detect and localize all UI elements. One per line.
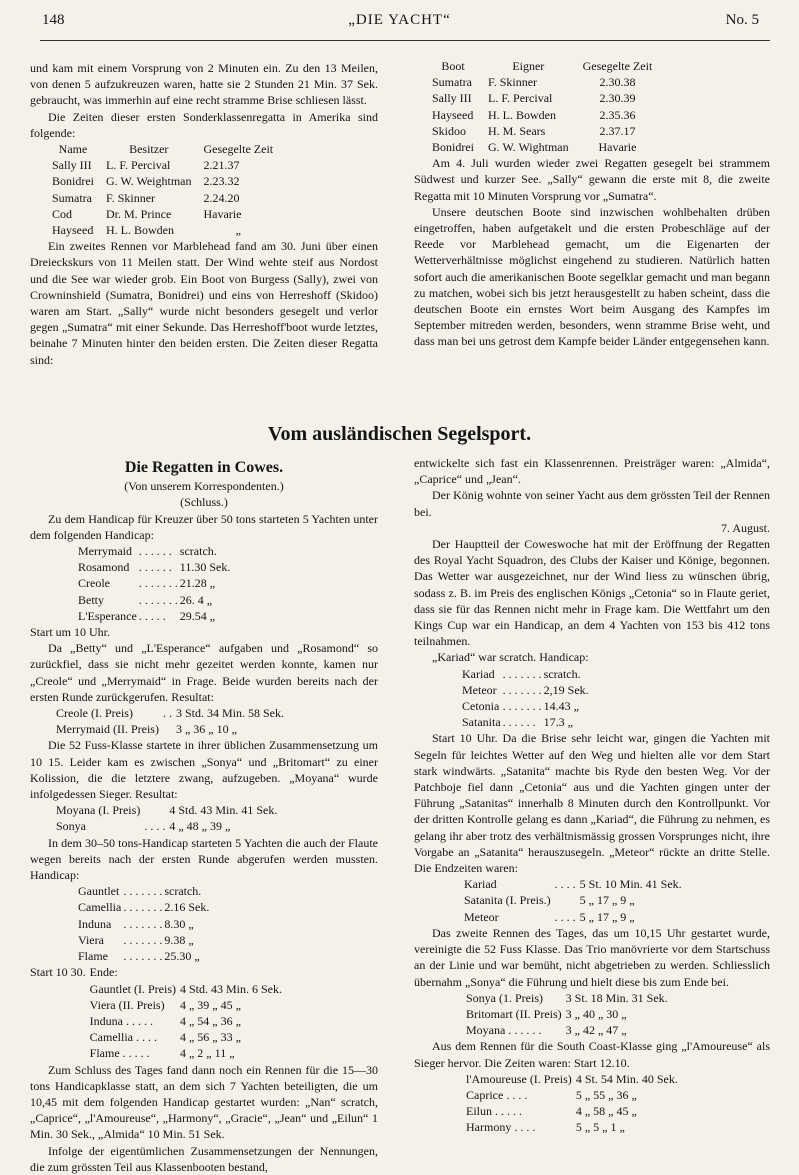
- yacht-name: Viera (II. Preis): [89, 997, 165, 1012]
- table-cell: H. L. Bowden: [106, 223, 174, 238]
- handicap-value: scratch.: [543, 666, 581, 681]
- table-cell: 2.24.20: [203, 190, 240, 205]
- result-time: 5 „ 55 „ 36 „: [575, 1087, 637, 1102]
- yacht-name: Merrymaid: [78, 544, 132, 559]
- result-time: 4 „ 56 „ 33 „: [179, 1030, 241, 1045]
- result-time: 4 „ 39 „ 45 „: [179, 997, 241, 1012]
- issue-number: No. 5: [725, 12, 759, 28]
- table-cell: Cod: [52, 206, 73, 221]
- handicap-value: 26. 4 „: [179, 592, 213, 607]
- list-item: [56, 818, 281, 834]
- paragraph: Der König wohnte von seiner Yacht aus dem grössten Teil der Rennen bei.: [414, 488, 770, 519]
- result-time: 3 St. 18 Min. 31 Sek.: [565, 990, 668, 1005]
- leader-dots: . . . . . .: [502, 715, 536, 730]
- list-item: [30, 1013, 286, 1029]
- list-item: [30, 1045, 286, 1061]
- table-row: [52, 222, 285, 238]
- column-header: Gesegelte Zeit: [203, 142, 274, 157]
- list-item: [78, 608, 232, 624]
- list-item: [78, 932, 211, 948]
- leader-dots: . . . . . . .: [123, 900, 163, 915]
- handicap-value: 21.28 „: [179, 576, 216, 591]
- result-time: 5 „ 17 „ 9 „: [579, 893, 635, 908]
- leader-dots: . . . . . . .: [123, 884, 163, 899]
- column-header: Besitzer: [129, 142, 169, 157]
- result-time: 5 „ 5 „ 1 „: [575, 1120, 625, 1135]
- list-item: [464, 909, 686, 925]
- result-time: 4 „ 2 „ 11 „: [179, 1046, 235, 1061]
- yacht-name: Harmony . . . .: [466, 1120, 536, 1135]
- yacht-name: Cetonia: [462, 699, 500, 714]
- list-item: [56, 721, 288, 737]
- yacht-name: Camellia . . . .: [89, 1030, 157, 1045]
- table-row: [432, 139, 666, 155]
- result-time: 5 St. 10 Min. 41 Sek.: [579, 877, 682, 892]
- yacht-name: Britomart (II. Preis): [466, 1006, 562, 1021]
- yacht-name: Gauntlet: [78, 884, 120, 899]
- list-item: [466, 1006, 672, 1022]
- column-upper-left: [30, 60, 378, 368]
- handicap-value: 11.30 Sek.: [179, 560, 231, 575]
- yacht-name: Sonya (1. Preis): [466, 990, 543, 1005]
- result-time: 4 „ 48 „ 39 „: [169, 819, 231, 834]
- table-cell: Sally III: [432, 91, 472, 106]
- paragraph: Aus dem Rennen für die South Coast-Klasse ging „l'Amoureuse“ als Sieger hervor. Die Zeiten waren: Start 12.10.: [414, 1039, 770, 1070]
- yacht-name: Betty: [78, 592, 104, 607]
- list-item: [78, 543, 232, 559]
- result-time: 3 „ 36 „ 10 „: [175, 722, 237, 737]
- leader-dots: . . . . . . .: [123, 949, 163, 964]
- paragraph: Das zweite Rennen des Tages, das um 10,15 Uhr gestartet wurde, vereinigte die 52 Fuss Klasse. Das Trio manövrierte vor dem Startschuss an der Linie und war bemüht, nicht abgetrieben zu werden. Schliesslich übernahm „Sonya“ die Führung und hielt diese bis zum Ende bei.: [414, 925, 770, 989]
- paragraph: Unsere deutschen Boote sind inzwischen wohlbehalten drüben eingetroffen, haben aufgetakelt und die ersten Probeschläge auf der Reede vor Marblehead gemacht, um die Eigenarten der Wetterverhältnisse möglichst eingehend zu studieren. Natürlich hatten sofort auch die amerikanischen Boote segelklar gemacht und man begann zu matchen, wobei sich bis jetzt herausgestellt zu haben scheint, dass die deutschen Boote ein ernstes Wort beim Ausgang des Kampfes im September mitreden werden, besonders, wenn stramme Brise weht, und dass man bei uns getrost dem Kampfe beider Länder entgegensehen kann.: [414, 204, 770, 349]
- column-lower-right: [414, 455, 770, 1136]
- list-item: [30, 964, 286, 980]
- page-number: 148: [42, 12, 65, 28]
- yacht-name: Meteor: [462, 682, 497, 697]
- table-cell: F. Skinner: [106, 190, 156, 205]
- list-item: [462, 714, 591, 730]
- paragraph: In dem 30–50 tons-Handicap starteten 5 Yachten die auch der Flaute wegen bereits nach der ersten Runde abgerufen werden mussten. Handicap:: [30, 835, 378, 883]
- yacht-name: Satanita (I. Preis.): [464, 893, 551, 908]
- leader-dots: . . . .: [554, 877, 576, 892]
- result-list: [466, 990, 672, 1039]
- list-item: [30, 981, 286, 997]
- handicap-value: 8.30 „: [164, 916, 194, 931]
- paragraph: Da „Betty“ und „L'Esperance“ aufgaben und „Rosamond“ so zurückfiel, dass sie nicht mehr gezeitet werden konnte, kamen nur „Creole“ und „Merrymaid“ in Frage. Beide wurden bereits nach der ersten Runde zurückgerufen. Resultat:: [30, 641, 378, 704]
- leader-dots: . . . . . . .: [123, 916, 163, 931]
- yacht-name: Eilun . . . . .: [466, 1104, 522, 1119]
- table-cell: 2.30.39: [599, 91, 636, 106]
- leader-dots: . . . . . . .: [138, 592, 178, 607]
- table-row: [432, 107, 666, 123]
- end-label: Ende:: [89, 965, 118, 980]
- table-cell: Bonidrei: [52, 174, 94, 189]
- table-row: [52, 206, 285, 222]
- table-cell: H. L. Bowden: [488, 107, 556, 122]
- yacht-name: Flame: [78, 949, 108, 964]
- list-item: [78, 916, 211, 932]
- yacht-name: Induna: [78, 916, 112, 931]
- column-header: Boot: [441, 59, 465, 73]
- result-time: 4 St. 54 Min. 40 Sek.: [575, 1071, 678, 1086]
- table-cell: Havarie: [203, 206, 242, 221]
- result-list: [56, 802, 281, 834]
- list-item: [30, 1029, 286, 1045]
- yacht-name: Merrymaid (II. Preis): [56, 722, 159, 737]
- list-item: [466, 1022, 672, 1038]
- handicap-value: 25.30 „: [164, 949, 200, 964]
- list-item: [78, 883, 211, 899]
- start-label: Start 10 30.: [30, 965, 86, 980]
- leader-dots: [555, 892, 580, 908]
- list-item: [462, 666, 591, 682]
- leader-dots: . . . . . . .: [502, 666, 542, 681]
- yacht-name: Satanita: [462, 715, 501, 730]
- list-item: [464, 892, 686, 908]
- result-time: 4 Std. 43 Min. 41 Sek.: [169, 803, 278, 818]
- table-cell: Sally III: [52, 158, 92, 173]
- yacht-name: Moyana (I. Preis): [56, 803, 141, 818]
- yacht-name: L'Esperance: [78, 608, 137, 623]
- list-item: [78, 948, 211, 964]
- result-list: [466, 1071, 682, 1136]
- paragraph: Start um 10 Uhr.: [30, 625, 110, 640]
- paragraph: Am 4. Juli wurden wieder zwei Regatten gesegelt bei strammem Südwest und kurzer See. „Sally“ gewann die erste mit 8, die zweite Regatta mit 10 Minuten Vorsprung vor „Sumatra“.: [414, 156, 770, 203]
- table-row: [432, 74, 666, 90]
- table-cell: 2.35.36: [599, 107, 636, 122]
- list-item: [464, 876, 686, 892]
- yacht-name: Rosamond: [78, 560, 130, 575]
- leader-dots: . . . .: [554, 909, 576, 924]
- result-time: 3 „ 42 „ 47 „: [565, 1023, 627, 1038]
- column-header: Name: [58, 142, 88, 157]
- paragraph: „Kariad“ war scratch. Handicap:: [432, 650, 589, 665]
- journal-title: „DIE YACHT“: [348, 12, 451, 28]
- handicap-value: scratch.: [179, 544, 217, 559]
- paragraph: Zu dem Handicap für Kreuzer über 50 tons starteten 5 Yachten unter dem folgenden Handicap:: [30, 511, 378, 542]
- result-time: 4 Std. 43 Min. 6 Sek.: [179, 981, 282, 996]
- result-list: [56, 705, 288, 737]
- yacht-name: l'Amoureuse (I. Preis): [466, 1071, 572, 1086]
- yacht-name: Induna . . . . .: [89, 1013, 153, 1028]
- handicap-list: [462, 666, 591, 731]
- page-header: [0, 12, 799, 38]
- column-header: Gesegelte Zeit: [582, 59, 653, 73]
- dateline: 7. August.: [720, 520, 770, 535]
- table-cell: Dr. M. Prince: [106, 206, 172, 221]
- leader-dots: . . . . . . .: [502, 682, 542, 697]
- result-list-with-start: [30, 964, 286, 1061]
- yacht-name: Creole: [78, 576, 110, 591]
- list-item: [462, 682, 591, 698]
- table-cell: Sumatra: [432, 75, 472, 90]
- results-table-second-regatta: [432, 58, 666, 155]
- table-row: [52, 173, 285, 189]
- leader-dots: . . . . .: [138, 608, 166, 623]
- list-item: [78, 575, 232, 591]
- table-row: [52, 190, 285, 206]
- yacht-name: Viera: [78, 932, 104, 947]
- table-cell: Sumatra: [52, 190, 92, 205]
- leader-dots: . . . . . . .: [123, 932, 163, 947]
- leader-dots: . . . . . . .: [502, 699, 542, 714]
- table-cell: Hayseed: [432, 107, 474, 122]
- list-item: [56, 802, 281, 818]
- handicap-value: 9.38 „: [164, 932, 194, 947]
- table-cell: G. W. Wightman: [488, 140, 569, 155]
- result-list: [464, 876, 686, 925]
- leader-dots: [163, 721, 176, 737]
- header-rule: [40, 40, 770, 41]
- yacht-name: Kariad: [462, 666, 495, 681]
- paragraph: Der Hauptteil der Coweswoche hat mit der Eröffnung der Regatten des Royal Yacht Squadron, des Clubs der Kaiser und Könige, begonnen. Das Wetter war ausgezeichnet, nur der Wind liess zu wünschen übrig, sodass z. B. im Preis des englischen Königs „Cetonia“ so in Flaute geriet, dass sie für das Rennen nicht mehr in Frage kam. Die Wettfahrt um den Kings Cup war ein Handicap, an dem 4 Yachten von 153 bis 412 tons teilnahmen.: [414, 537, 770, 649]
- list-item: [462, 698, 591, 714]
- table-cell: G. W. Weightman: [106, 174, 192, 189]
- table-cell: „: [235, 223, 241, 238]
- result-time: 4 „ 58 „ 45 „: [575, 1104, 637, 1119]
- column-lower-left: [30, 458, 378, 1175]
- table-cell: H. M. Sears: [488, 123, 546, 138]
- list-item: [78, 592, 232, 608]
- list-item: [466, 1071, 682, 1087]
- paragraph: Zum Schluss des Tages fand dann noch ein Rennen für die 15—30 tons Handicapklasse statt, an dem sich 7 Yachten beteiligten, die um 10,45 mit dem folgenden Handicap gestartet wurden: „Nan“ scratch, „Caprice“, „l'Amoureuse“, „Harmony“, „Gracie“, „Jean“ und „Eilun“ 1 Min. 30 Sek., „Almida“ 10 Min. 51 Sek.: [30, 1062, 378, 1142]
- table-cell: F. Skinner: [488, 75, 538, 90]
- paragraph: und kam mit einem Vorsprung von 2 Minuten ein. Zu den 13 Meilen, von denen 5 aufzukreuzen waren, hatte sie 2 Stunden 21 Min. 37 Sek. gebraucht, was immerhin auf eine recht stramme Brise schliesen lässt.: [30, 61, 378, 108]
- table-cell: Havarie: [598, 140, 637, 155]
- yacht-name: Flame . . . . .: [89, 1046, 150, 1061]
- section-heading: Vom ausländischen Segelsport.: [267, 423, 532, 445]
- result-time: 3 Std. 34 Min. 58 Sek.: [175, 706, 284, 721]
- paragraph: Die 52 Fuss-Klasse startete in ihrer üblichen Zusammensetzung um 10 15. Leider kam es zwischen „Sonya“ und „Britomart“ zu einer Kolission, die die letztere zwang, aufzugeben. „Moyana“ wurde infolgedessen Sieger. Resultat:: [30, 738, 378, 802]
- article-continuation: (Schluss.): [180, 495, 228, 510]
- table-cell: Bonidrei: [432, 140, 474, 155]
- table-cell: Skidoo: [432, 123, 467, 138]
- paragraph: Die Zeiten dieser ersten Sonderklassenregatta in Amerika sind folgende:: [30, 109, 378, 140]
- handicap-value: scratch.: [164, 884, 202, 899]
- list-item: [466, 1103, 682, 1119]
- paragraph: Infolge der eigentümlichen Zusammensetzungen der Nennungen, die zum grössten Teil aus Klassenbooten bestand,: [30, 1143, 378, 1174]
- table-row: [432, 90, 666, 106]
- list-item: [56, 705, 288, 721]
- result-time: 5 „ 17 „ 9 „: [579, 909, 635, 924]
- column-header: Eigner: [512, 59, 545, 73]
- handicap-value: 14.43 „: [543, 699, 579, 714]
- handicap-value: 2,19 Sek.: [543, 682, 589, 697]
- leader-dots: . . . . . .: [138, 544, 172, 559]
- results-table-first-regatta: [52, 141, 285, 238]
- list-item: [30, 997, 286, 1013]
- handicap-list: [78, 883, 211, 964]
- leader-dots: . . . . . .: [138, 560, 172, 575]
- handicap-value: 17.3 „: [543, 715, 573, 730]
- list-item: [78, 559, 232, 575]
- table-cell: 2.23.32: [203, 174, 240, 189]
- yacht-name: Creole (I. Preis): [56, 706, 133, 721]
- yacht-name: Caprice . . . .: [466, 1087, 528, 1102]
- leader-dots: . .: [162, 706, 172, 721]
- leader-dots: . . . .: [144, 819, 166, 834]
- yacht-name: Camellia: [78, 900, 122, 915]
- paragraph: entwickelte sich fast ein Klassenrennen. Preisträger waren: „Almida“, „Caprice“ und „Jean“.: [414, 456, 770, 487]
- handicap-value: 2.16 Sek.: [164, 900, 210, 915]
- article-byline: (Von unserem Korrespondenten.): [124, 479, 284, 494]
- result-time: 3 „ 40 „ 30 „: [565, 1006, 627, 1021]
- list-item: [78, 899, 211, 915]
- leader-dots: . . . . . . .: [138, 576, 178, 591]
- table-cell: 2.37.17: [599, 123, 636, 138]
- yacht-name: Sonya: [56, 819, 86, 834]
- yacht-name: Kariad: [464, 877, 497, 892]
- paragraph: Ein zweites Rennen vor Marblehead fand am 30. Juni über einen Dreieckskurs von 11 Meilen statt. Der Wind wehte steif aus Nordost und die See war wieder grob. Ein Boot von Burgess (Sally), zwei von Crowninshield (Sumatra, Bonidrei) und eins von Herreshoff (Skidoo) waren am Start. „Sally“ wurde nicht besonders gesegelt und verlor gegen „Sumatra“ mit einer Sekunde. Das Herreshoff'boot wurde letztes, beinahe 7 Minuten hinter den beiden ersten. Die Zeiten dieser Regatta sind:: [30, 239, 378, 367]
- list-item: [466, 1119, 682, 1135]
- yacht-name: Moyana . . . . . .: [466, 1023, 542, 1038]
- result-time: 4 „ 54 „ 36 „: [179, 1013, 241, 1028]
- column-upper-right: [414, 58, 770, 350]
- table-cell: L. F. Percival: [106, 158, 171, 173]
- leader-dots: [144, 802, 169, 818]
- paragraph: Start 10 Uhr. Da die Brise sehr leicht war, gingen die Yachten mit Segeln für leichtes Wetter auf den Weg und hielten alle vor dem Start stark windwärts. „Satanita“ machte bis Ryde den besten Weg. Vor der Patchboje fiel dann „Cetonia“ aus und die Yachten gingen unter der Führung „Satanitas“ innerhalb 8 Minuten durch den Kontrollpunkt. Vor der dritten Kontrolle gelang es dann „Kariad“, die Führung zu nehmen, es gelang ihr aber trotz des verhältnismässig grossen Vorsprunges nicht, ihre Vorgabe an „Satanita“ herauszusegeln. „Meteor“ rückte an dritte Stelle. Die Endzeiten waren:: [414, 731, 770, 876]
- list-item: [466, 1087, 682, 1103]
- article-title: Die Regatten in Cowes.: [124, 459, 284, 476]
- handicap-value: 29.54 „: [179, 608, 216, 623]
- table-cell: Hayseed: [52, 223, 94, 238]
- handicap-list: [78, 543, 232, 624]
- yacht-name: Gauntlet (I. Preis): [89, 981, 176, 996]
- table-row: [52, 157, 285, 173]
- table-cell: 2.30.38: [599, 75, 636, 90]
- yacht-name: Meteor: [464, 909, 499, 924]
- table-row: [432, 123, 666, 139]
- table-cell: L. F. Percival: [488, 91, 553, 106]
- table-cell: 2.21.37: [203, 158, 240, 173]
- list-item: [466, 990, 672, 1006]
